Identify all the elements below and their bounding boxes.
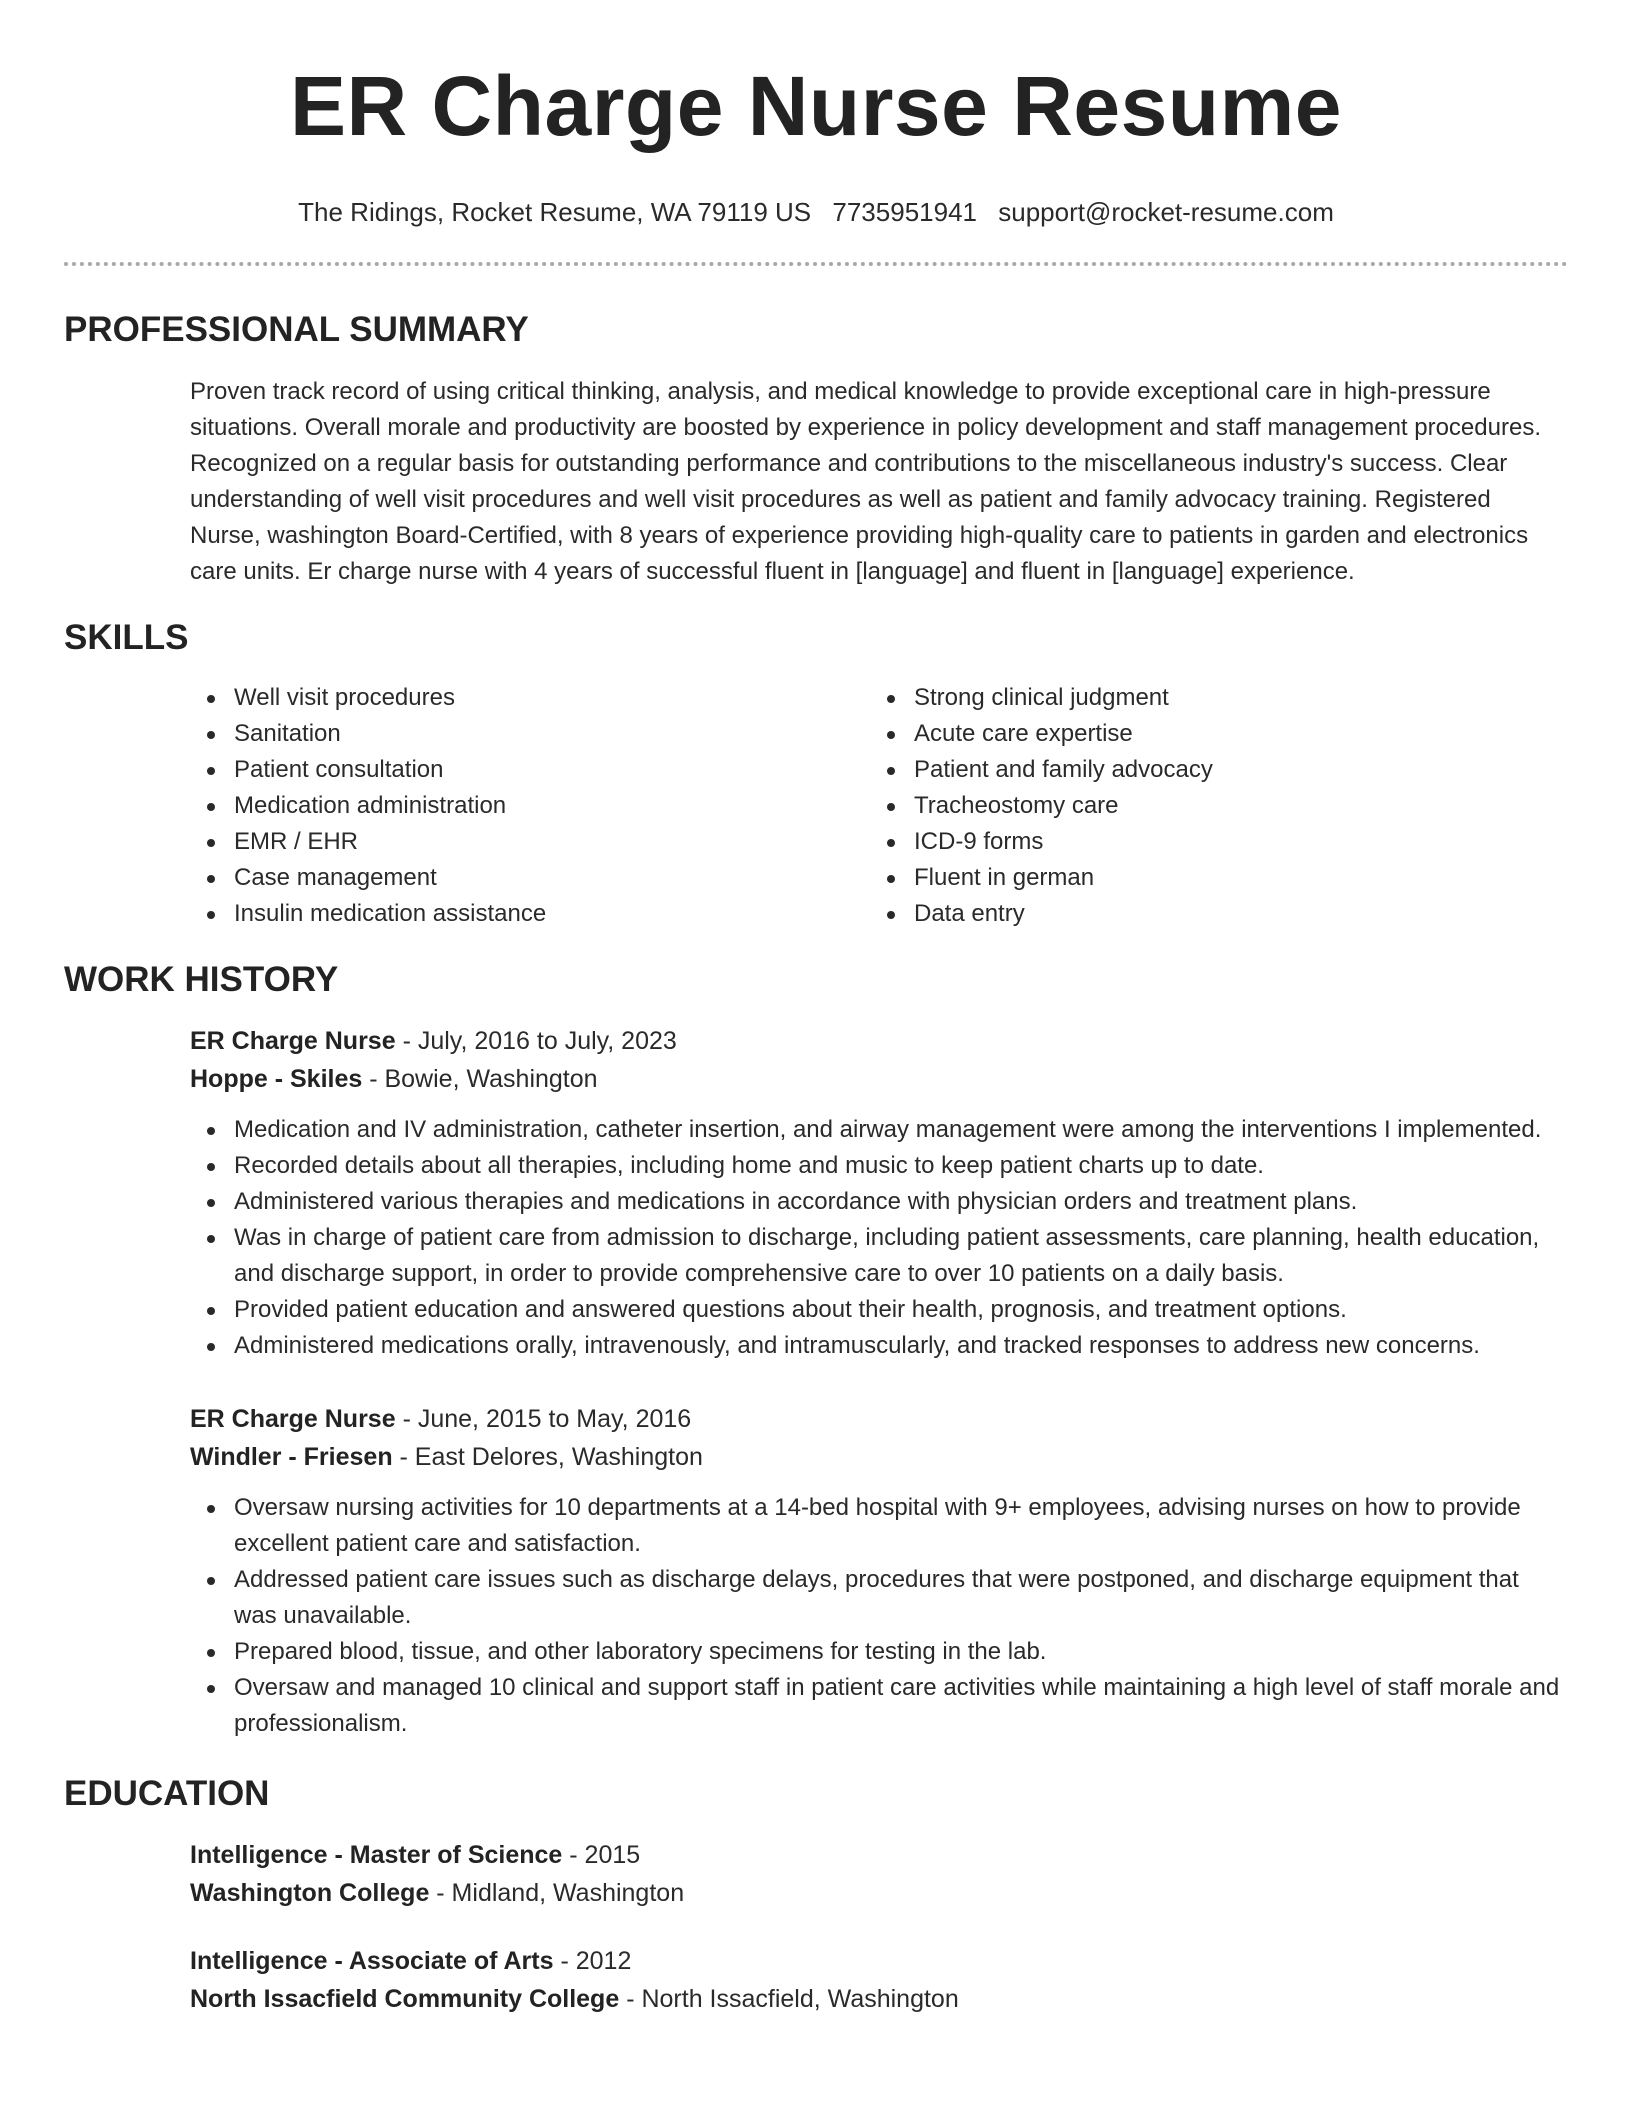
job-location: - East Delores, Washington [392, 1443, 703, 1471]
skill-item: Patient and family advocacy [870, 752, 1550, 788]
job-duty: Administered medications orally, intravenously, and intramuscularly, and tracked responses to address new concerns. [190, 1328, 1568, 1364]
education-school: North Issacfield Community College [190, 1985, 620, 2013]
job-company: Windler - Friesen [190, 1443, 393, 1471]
job-duty: Medication and IV administration, catheter insertion, and airway management were among the interventions I implemented. [190, 1112, 1568, 1148]
job-company-line [190, 1438, 1568, 1476]
job-dates: - June, 2015 to May, 2016 [395, 1405, 692, 1433]
job-company: Hoppe - Skiles [190, 1065, 363, 1093]
education-location: - Midland, Washington [429, 1879, 685, 1907]
skills-heading: SKILLS [64, 618, 189, 657]
job-duty: Recorded details about all therapies, including home and music to keep patient charts up to date. [190, 1148, 1568, 1184]
job-title-line [190, 1400, 1568, 1438]
job-duty: Administered various therapies and medications in accordance with physician orders and treatment plans. [190, 1184, 1568, 1220]
skill-item: Data entry [870, 896, 1550, 932]
job-entry [190, 1400, 1568, 1742]
job-entry [190, 1022, 1568, 1364]
job-duty: Oversaw nursing activities for 10 departments at a 14-bed hospital with 9+ employees, advising nurses on how to provide excellent patient care and satisfaction. [190, 1490, 1568, 1562]
skills-column-right [870, 680, 1550, 932]
job-role: ER Charge Nurse [190, 1405, 396, 1433]
skills-section [64, 616, 1568, 932]
education-degree-line [190, 1836, 1568, 1874]
skill-item: ICD-9 forms [870, 824, 1550, 860]
education-school-line [190, 1874, 1568, 1912]
skills-grid [190, 680, 1568, 932]
education-degree: Intelligence - Master of Science [190, 1841, 563, 1869]
job-location: - Bowie, Washington [362, 1065, 598, 1093]
job-duty: Prepared blood, tissue, and other laboratory specimens for testing in the lab. [190, 1634, 1568, 1670]
contact-email: support@rocket-resume.com [998, 197, 1334, 227]
contact-line [64, 196, 1568, 228]
skill-item: Well visit procedures [190, 680, 870, 716]
resume-header [64, 0, 1568, 266]
education-entry [190, 1836, 1568, 1912]
skill-item: Fluent in german [870, 860, 1550, 896]
education-section [64, 1772, 1568, 2018]
education-year: - 2012 [553, 1947, 632, 1975]
job-duty: Oversaw and managed 10 clinical and support staff in patient care activities while maintaining a high level of staff morale and professionalism. [190, 1670, 1568, 1742]
contact-address: The Ridings, Rocket Resume, WA 79119 US [298, 197, 812, 227]
contact-phone: 7735951941 [832, 197, 977, 227]
job-company-line [190, 1060, 1568, 1098]
summary-heading: PROFESSIONAL SUMMARY [64, 310, 529, 349]
education-degree: Intelligence - Associate of Arts [190, 1947, 554, 1975]
education-entry [190, 1942, 1568, 2018]
work-history-section [64, 958, 1568, 1742]
header-divider [64, 262, 1568, 266]
job-role: ER Charge Nurse [190, 1027, 396, 1055]
skill-item: Case management [190, 860, 870, 896]
job-duty: Addressed patient care issues such as discharge delays, procedures that were postponed, and discharge equipment that was unavailable. [190, 1562, 1568, 1634]
job-title-line [190, 1022, 1568, 1060]
job-duty: Provided patient education and answered questions about their health, prognosis, and treatment options. [190, 1292, 1568, 1328]
skill-item: Strong clinical judgment [870, 680, 1550, 716]
job-duties [64, 1112, 1568, 1364]
resume-title: ER Charge Nurse Resume [289, 59, 1343, 153]
skill-item: Tracheostomy care [870, 788, 1550, 824]
education-school-line [190, 1980, 1568, 2018]
skill-item: Acute care expertise [870, 716, 1550, 752]
skill-item: EMR / EHR [190, 824, 870, 860]
education-location: - North Issacfield, Washington [619, 1985, 959, 2013]
job-duties [64, 1490, 1568, 1742]
skill-item: Insulin medication assistance [190, 896, 870, 932]
skill-item: Patient consultation [190, 752, 870, 788]
skill-item: Sanitation [190, 716, 870, 752]
job-dates: - July, 2016 to July, 2023 [395, 1027, 677, 1055]
skill-item: Medication administration [190, 788, 870, 824]
job-duty: Was in charge of patient care from admission to discharge, including patient assessments, care planning, health education, and discharge support, in order to provide comprehensive care to over 10 patients on a daily basis. [190, 1220, 1568, 1292]
education-heading: EDUCATION [64, 1774, 270, 1813]
education-school: Washington College [190, 1879, 430, 1907]
education-year: - 2015 [562, 1841, 641, 1869]
work-history-heading: WORK HISTORY [64, 960, 339, 999]
summary-section [64, 308, 1568, 590]
summary-text: Proven track record of using critical thinking, analysis, and medical knowledge to provide exceptional care in high-pressure situations. Overall morale and productivity are boosted by experience in policy development and staff management procedures. Recognized on a regular basis for outstanding performance and contributions to the miscellaneous industry's success. Clear understanding of well visit procedures and well visit procedures as well as patient and family advocacy training. Registered Nurse, washington Board-Certified, with 8 years of experience providing high-quality care to patients in garden and electronics care units. Er charge nurse with 4 years of successful fluent in [language] and fluent in [language] experience. [190, 378, 1541, 585]
education-degree-line [190, 1942, 1568, 1980]
skills-column-left [190, 680, 870, 932]
